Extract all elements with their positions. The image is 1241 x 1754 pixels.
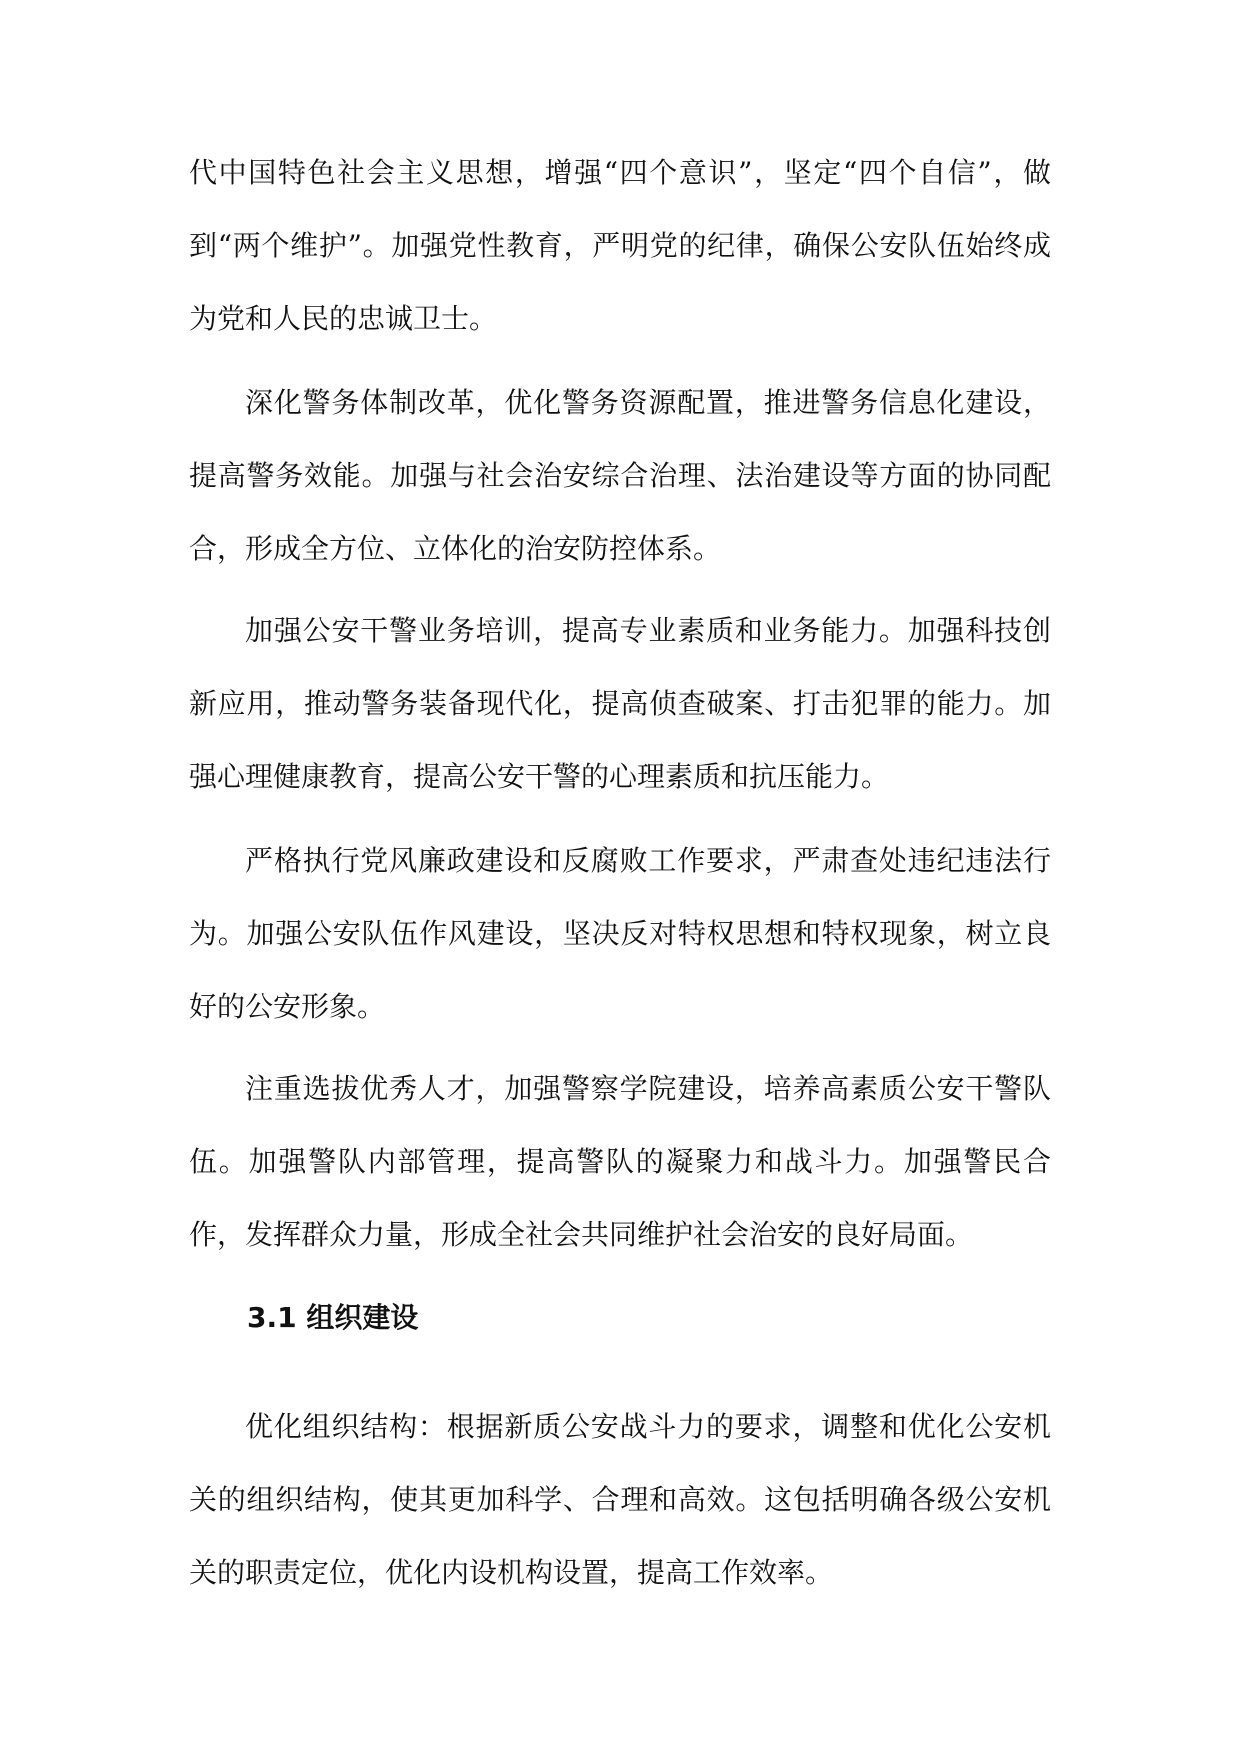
paragraph-4: 严格执行党风廉政建设和反腐败工作要求，严肃查处违纪违法行为。加强公安队伍作风建设，坚决反对特权思想和特权现象，树立良好的公安形象。: [189, 844, 1051, 1023]
paragraph-2: 深化警务体制改革，优化警务资源配置，推进警务信息化建设，提高警务效能。加强与社会治安综合治理、法治建设等方面的协同配合，形成全方位、立体化的治安防控体系。: [189, 386, 1051, 565]
paragraph-5: 注重选拔优秀人才，加强警察学院建设，培养高素质公安干警队伍。加强警队内部管理，提高警队的凝聚力和战斗力。加强警民合作，发挥群众力量，形成全社会共同维护社会治安的良好局面。: [189, 1072, 1051, 1251]
section-paragraph: 优化组织结构：根据新质公安战斗力的要求，调整和优化公安机关的组织结构，使其更加科学、合理和高效。这包括明确各级公安机关的职责定位，优化内设机构设置，提高工作效率。: [189, 1410, 1051, 1589]
section-heading: 3.1 组织建设: [247, 1301, 419, 1334]
paragraph-1: 代中国特色社会主义思想，增强“四个意识”，坚定“四个自信”，做到“两个维护”。加强党性教育，严明党的纪律，确保公安队伍始终成为党和人民的忠诚卫士。: [189, 156, 1051, 335]
paragraph-3: 加强公安干警业务培训，提高专业素质和业务能力。加强科技创新应用，推动警务装备现代化，提高侦查破案、打击犯罪的能力。加强心理健康教育，提高公安干警的心理素质和抗压能力。: [189, 614, 1051, 793]
